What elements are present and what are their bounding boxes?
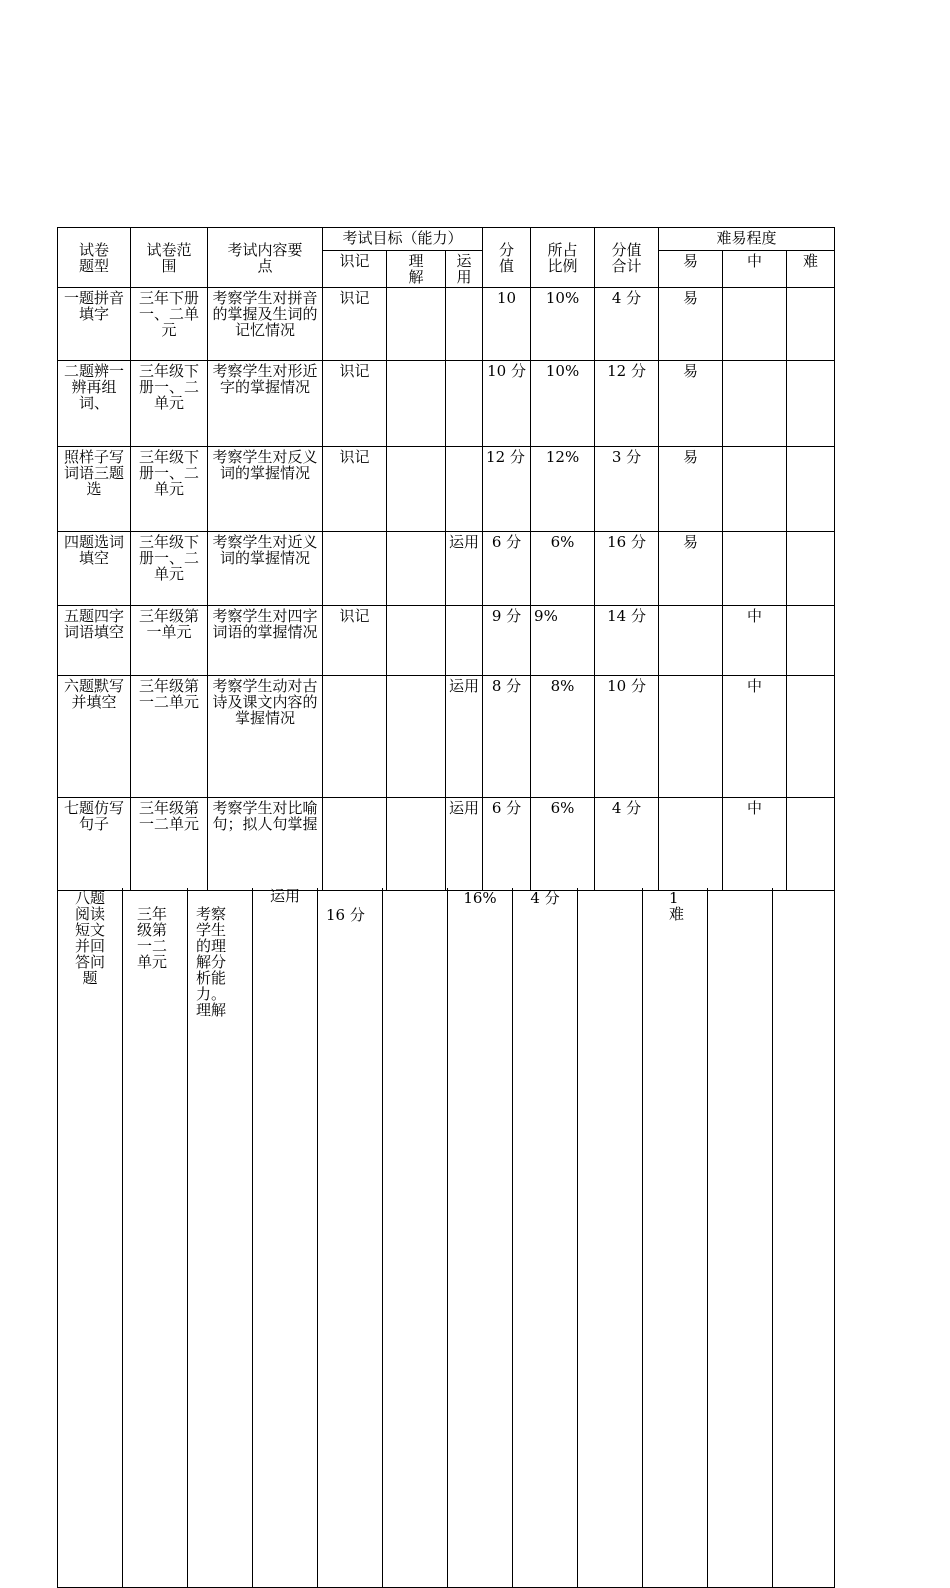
- cell-total: 3 分: [595, 447, 659, 532]
- cell-easy: 易: [659, 361, 723, 447]
- cell-ratio: 8%: [531, 676, 595, 798]
- cell-apply: 运用: [253, 888, 318, 1587]
- header-scope: 试卷范 围: [131, 228, 208, 288]
- cell-scope: 三年级第一单元: [131, 606, 208, 676]
- cell-understand: [387, 288, 446, 361]
- cell-easy: 易: [659, 532, 723, 606]
- cell-content: 考察学生的理解分析能力。理解: [188, 888, 253, 1587]
- cell-total: 4 分: [513, 888, 578, 1587]
- header-goal: 考试目标（能力）: [323, 228, 483, 251]
- cell-recall: 识记: [323, 288, 387, 361]
- cell-ratio: 10%: [531, 361, 595, 447]
- cell-type: 五题四字词语填空: [58, 606, 131, 676]
- cell-difficulty: [643, 888, 708, 1587]
- cell-type: 八题阅读短文并回答问题: [58, 888, 123, 1587]
- header-content: 考试内容要 点: [208, 228, 323, 288]
- cell-type: 六题默写并填空: [58, 676, 131, 798]
- cell-scope: 三年级下册一、二单元: [131, 361, 208, 447]
- cell-hard: [787, 361, 835, 447]
- cell-easy: 易: [659, 288, 723, 361]
- cell-apply: 运用: [446, 798, 483, 891]
- cell-content: 考察学生对近义词的掌握情况: [208, 532, 323, 606]
- header-recall: 识记: [323, 251, 387, 288]
- cell-recall: 识记: [323, 361, 387, 447]
- cell-ratio: 16%: [448, 888, 513, 1587]
- table-row: [58, 606, 835, 676]
- header-medium: 中: [723, 251, 787, 288]
- exam-spec-last-row: [57, 888, 835, 1588]
- cell-recall: 识记: [323, 447, 387, 532]
- cell-apply: [446, 288, 483, 361]
- cell-empty: [773, 888, 835, 1587]
- cell-understand: [387, 447, 446, 532]
- cell-score: 16 分: [318, 888, 383, 1587]
- header-difficulty: 难易程度: [659, 228, 835, 251]
- cell-scope: 三年级第一二单元: [131, 798, 208, 891]
- table-row: [58, 288, 835, 361]
- cell-ratio: 6%: [531, 532, 595, 606]
- cell-ratio: 12%: [531, 447, 595, 532]
- header-total: 分值 合计: [595, 228, 659, 288]
- cell-total: 4 分: [595, 288, 659, 361]
- cell-total: 10 分: [595, 676, 659, 798]
- cell-medium: 中: [723, 606, 787, 676]
- header-hard: 难: [787, 251, 835, 288]
- cell-total: 4 分: [595, 798, 659, 891]
- cell-score: 9 分: [483, 606, 531, 676]
- cell-hard: [787, 532, 835, 606]
- table-row: [58, 447, 835, 532]
- cell-ratio: 6%: [531, 798, 595, 891]
- table-row: [58, 361, 835, 447]
- cell-understand: [387, 532, 446, 606]
- header-type: 试卷 题型: [58, 228, 131, 288]
- cell-recall: 识记: [323, 606, 387, 676]
- table-row: [58, 888, 835, 1587]
- cell-easy: 易: [659, 447, 723, 532]
- cell-content: 考察学生对形近字的掌握情况: [208, 361, 323, 447]
- cell-understand: [387, 606, 446, 676]
- cell-type: 照样子写词语三题选: [58, 447, 131, 532]
- cell-score: 6 分: [483, 532, 531, 606]
- header-apply: 运 用: [446, 251, 483, 288]
- cell-understand: [387, 361, 446, 447]
- cell-apply: 运用: [446, 532, 483, 606]
- cell-hard: [787, 798, 835, 891]
- cell-easy: [659, 798, 723, 891]
- cell-ratio: 10%: [531, 288, 595, 361]
- cell-score: 10 分: [483, 361, 531, 447]
- cell-recall: [323, 676, 387, 798]
- cell-medium: 中: [723, 798, 787, 891]
- cell-medium: [723, 288, 787, 361]
- header-understand: 理 解: [387, 251, 446, 288]
- cell-scope: 三年级下册一、二单元: [131, 532, 208, 606]
- cell-understand: [387, 676, 446, 798]
- cell-scope: 三年级第一二单元: [131, 676, 208, 798]
- cell-medium: [723, 361, 787, 447]
- cell-easy: [659, 676, 723, 798]
- cell-medium: [723, 532, 787, 606]
- cell-ratio: 9%: [531, 606, 595, 676]
- cell-score: 6 分: [483, 798, 531, 891]
- cell-understand: [387, 798, 446, 891]
- cell-apply: 运用: [446, 676, 483, 798]
- cell-apply: [446, 447, 483, 532]
- table-row: [58, 676, 835, 798]
- cell-hard: [787, 676, 835, 798]
- cell-empty: [383, 888, 448, 1587]
- header-ratio: 所占 比例: [531, 228, 595, 288]
- cell-hard: [787, 606, 835, 676]
- cell-content: 考察学生对四字词语的掌握情况: [208, 606, 323, 676]
- cell-empty: [578, 888, 643, 1587]
- cell-count: 1: [669, 889, 679, 907]
- cell-content: 考察学生对反义词的掌握情况: [208, 447, 323, 532]
- cell-scope: 三年下册一、二单元: [131, 288, 208, 361]
- cell-score: 10: [483, 288, 531, 361]
- cell-scope: 三年级第一二单元: [123, 888, 188, 1587]
- cell-total: 14 分: [595, 606, 659, 676]
- header-easy: 易: [659, 251, 723, 288]
- cell-content: 考察学生动对古诗及课文内容的掌握情况: [208, 676, 323, 798]
- cell-hard: 难: [669, 905, 685, 923]
- cell-empty: [708, 888, 773, 1587]
- cell-scope: 三年级下册一、二单元: [131, 447, 208, 532]
- cell-recall: [323, 532, 387, 606]
- cell-apply: [446, 361, 483, 447]
- cell-content: 考察学生对拼音的掌握及生词的记忆情况: [208, 288, 323, 361]
- cell-hard: [787, 447, 835, 532]
- cell-type: 一题拼音填字: [58, 288, 131, 361]
- cell-medium: 中: [723, 676, 787, 798]
- table-row: [58, 798, 835, 891]
- cell-total: 16 分: [595, 532, 659, 606]
- cell-score: 12 分: [483, 447, 531, 532]
- header-score: 分 值: [483, 228, 531, 288]
- cell-easy: [659, 606, 723, 676]
- cell-apply: [446, 606, 483, 676]
- cell-type: 四题选词填空: [58, 532, 131, 606]
- cell-type: 二题辨一辨再组词、: [58, 361, 131, 447]
- cell-content: 考察学生对比喻句；拟人句掌握: [208, 798, 323, 891]
- cell-score: 8 分: [483, 676, 531, 798]
- exam-spec-table: [57, 227, 835, 891]
- cell-recall: [323, 798, 387, 891]
- cell-type: 七题仿写句子: [58, 798, 131, 891]
- cell-medium: [723, 447, 787, 532]
- cell-total: 12 分: [595, 361, 659, 447]
- cell-hard: [787, 288, 835, 361]
- table-row: [58, 532, 835, 606]
